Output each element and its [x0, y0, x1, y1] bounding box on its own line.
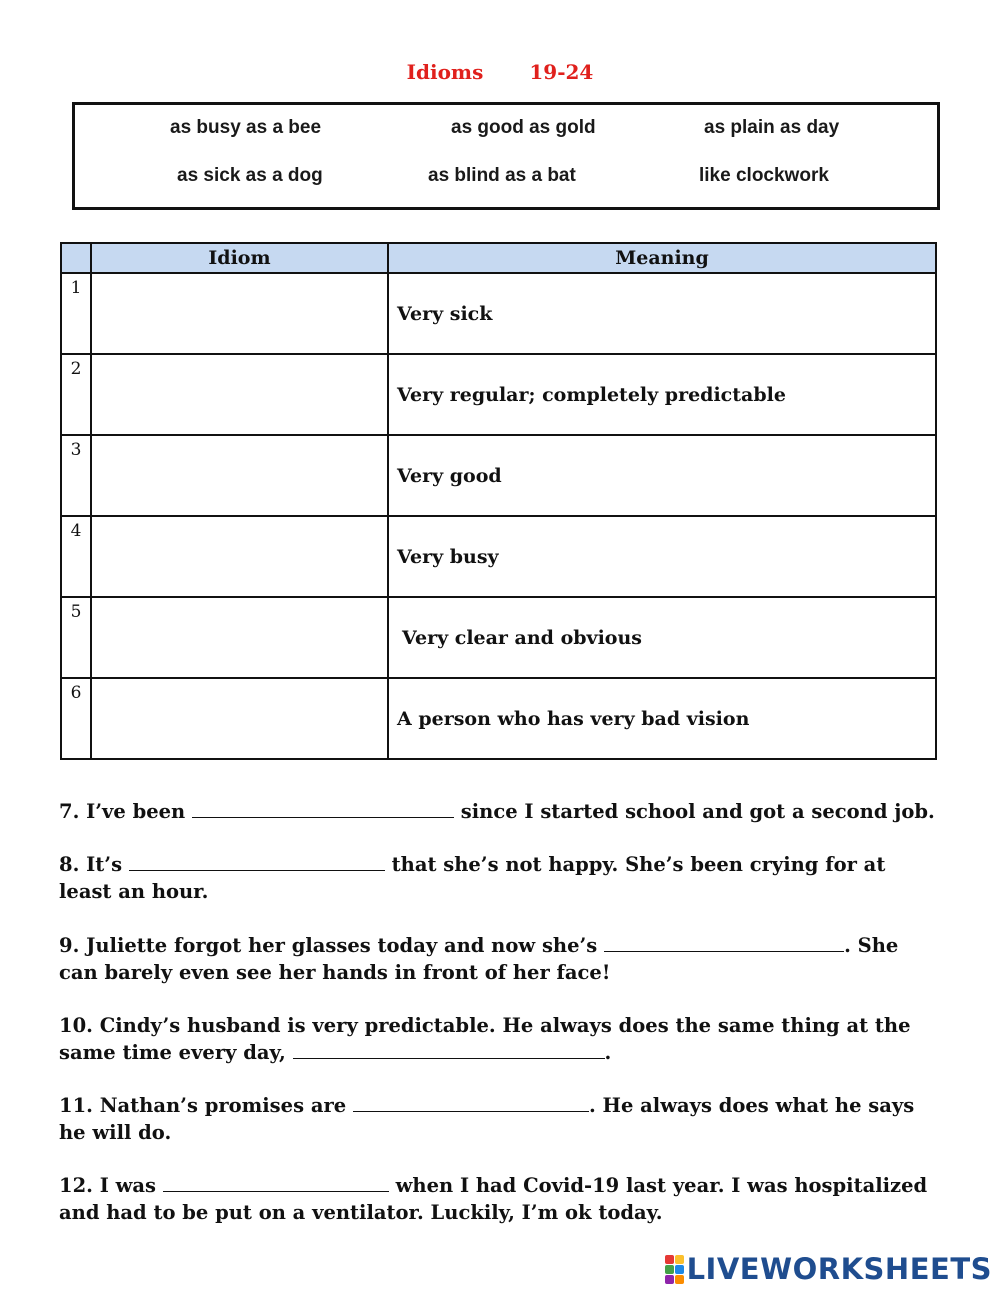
- meaning-cell: Very sick: [388, 273, 936, 354]
- table-header-row: [61, 243, 936, 273]
- word-bank-item: like clockwork: [699, 165, 829, 186]
- word-bank-item: as busy as a bee: [170, 117, 322, 138]
- answer-blank[interactable]: [163, 1173, 389, 1192]
- title-range: 19-24: [529, 60, 594, 84]
- word-bank-item: as plain as day: [704, 117, 840, 138]
- answer-blank[interactable]: [353, 1093, 589, 1112]
- question-text: 10. Cindy’s husband is very predictable. He always does the same thing at the same time every day,: [59, 1014, 911, 1064]
- question-text: 7. I’ve been: [59, 800, 192, 823]
- table-row: [61, 273, 936, 354]
- question-text: since I started school and got a second job.: [454, 800, 935, 823]
- row-number: 6: [61, 678, 91, 759]
- meaning-cell: A person who has very bad vision: [388, 678, 936, 759]
- logo-square: [675, 1275, 684, 1284]
- table-row: [61, 435, 936, 516]
- liveworksheets-logo: [665, 1252, 992, 1286]
- answer-blank[interactable]: [129, 852, 385, 871]
- logo-text: LIVEWORKSHEETS: [686, 1252, 992, 1286]
- answer-blank[interactable]: [192, 799, 454, 818]
- question-9: [59, 932, 939, 986]
- question-text: 9. Juliette forgot her glasses today and now she’s: [59, 934, 605, 957]
- question-text: when I had Covid-19 last year. I was hospitalized and had to be put on a ventilator. Luckily, I’m ok today.: [59, 1174, 928, 1224]
- question-text: . He always does what he says he will do.: [59, 1094, 915, 1144]
- answer-blank[interactable]: [293, 1040, 605, 1059]
- idiom-answer-cell[interactable]: [91, 354, 388, 435]
- answer-blank[interactable]: [604, 933, 844, 952]
- row-number: 4: [61, 516, 91, 597]
- question-12: [59, 1172, 939, 1226]
- table-row: [61, 354, 936, 435]
- header-idiom: Idiom: [91, 243, 388, 273]
- meaning-cell: Very busy: [388, 516, 936, 597]
- question-11: [59, 1092, 939, 1146]
- question-text: .: [604, 1041, 612, 1064]
- question-10: [59, 1012, 939, 1066]
- logo-square: [665, 1275, 674, 1284]
- liveworksheets-logo-icon: [665, 1255, 684, 1284]
- idiom-answer-cell[interactable]: [91, 678, 388, 759]
- meaning-cell: Very regular; completely predictable: [388, 354, 936, 435]
- question-text: 8. It’s: [59, 853, 129, 876]
- logo-square: [665, 1255, 674, 1264]
- question-text: 11. Nathan’s promises are: [59, 1094, 353, 1117]
- question-text: 12. I was: [59, 1174, 163, 1197]
- question-8: [59, 851, 939, 905]
- question-text: . She can barely even see her hands in front of her face!: [59, 934, 899, 984]
- idiom-answer-cell[interactable]: [91, 516, 388, 597]
- logo-square: [675, 1265, 684, 1274]
- worksheet-title: [0, 60, 1000, 84]
- header-meaning: Meaning: [388, 243, 936, 273]
- idiom-answer-cell[interactable]: [91, 435, 388, 516]
- row-number: 2: [61, 354, 91, 435]
- meaning-cell: Very clear and obvious: [388, 597, 936, 678]
- question-text: that she’s not happy. She’s been crying for at least an hour.: [59, 853, 886, 903]
- logo-square: [675, 1255, 684, 1264]
- header-number: [61, 243, 91, 273]
- row-number: 3: [61, 435, 91, 516]
- word-bank: [72, 102, 940, 210]
- logo-square: [665, 1265, 674, 1274]
- word-bank-item: as blind as a bat: [428, 165, 576, 186]
- idiom-answer-cell[interactable]: [91, 273, 388, 354]
- table-row: [61, 516, 936, 597]
- word-bank-item: as good as gold: [451, 117, 596, 138]
- idiom-answer-cell[interactable]: [91, 597, 388, 678]
- meaning-cell: Very good: [388, 435, 936, 516]
- title-word: Idioms: [406, 60, 484, 84]
- idiom-table: [60, 242, 937, 760]
- question-7: [59, 798, 939, 825]
- table-row: [61, 678, 936, 759]
- row-number: 5: [61, 597, 91, 678]
- word-bank-item: as sick as a dog: [177, 165, 323, 186]
- table-row: [61, 597, 936, 678]
- row-number: 1: [61, 273, 91, 354]
